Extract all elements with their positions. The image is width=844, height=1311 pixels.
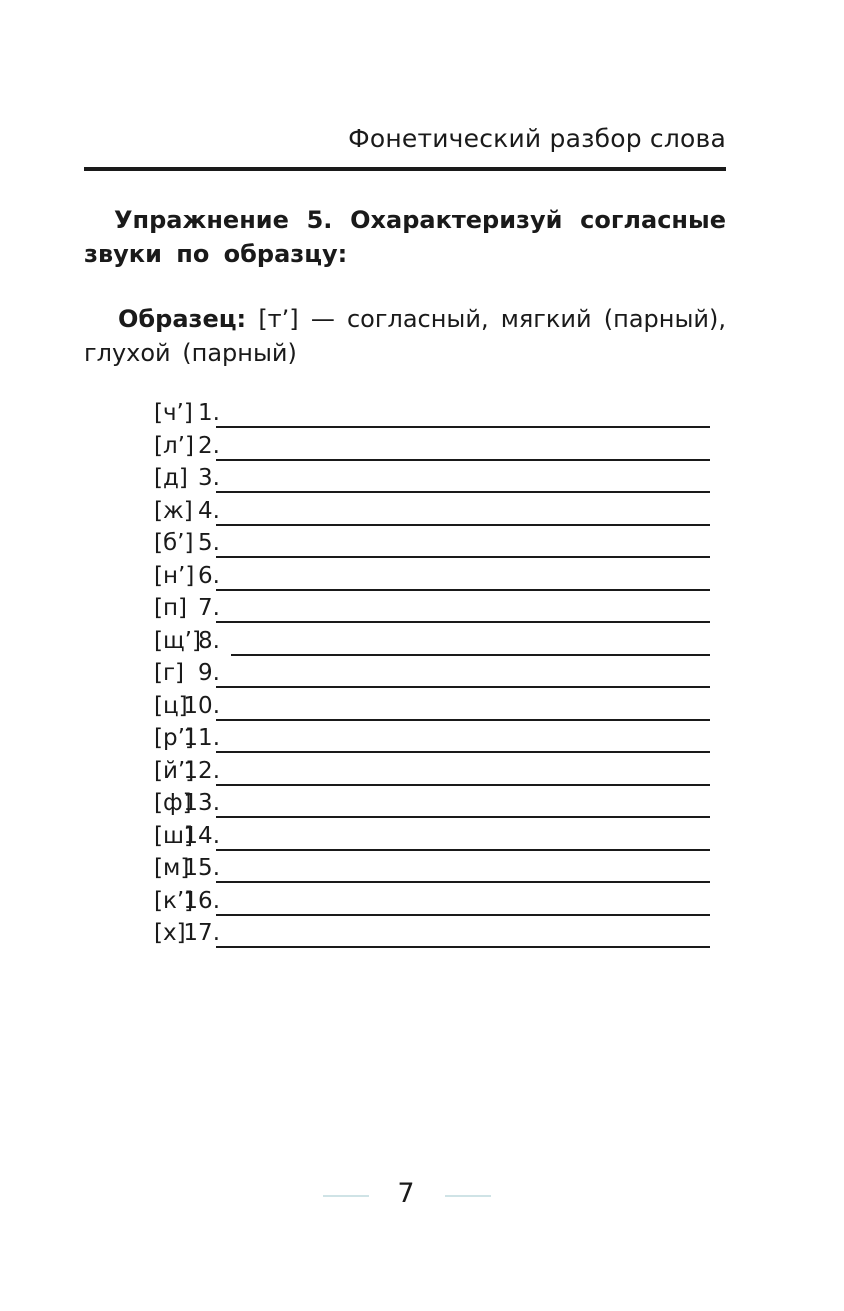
answer-list xyxy=(84,400,726,953)
answer-line[interactable] xyxy=(216,816,710,818)
exercise-heading: Упражнение 5. Охарактеризуй согласные звуки по образцу: xyxy=(84,206,726,268)
item-number: 17. xyxy=(183,920,220,946)
item-number: 4. xyxy=(198,497,220,524)
list-item xyxy=(84,530,726,563)
item-sound: [п] xyxy=(154,595,187,621)
answer-line[interactable] xyxy=(216,459,710,461)
answer-line[interactable] xyxy=(216,784,710,786)
answer-line[interactable] xyxy=(216,914,710,916)
item-sound: [б’] xyxy=(154,530,194,556)
list-item xyxy=(84,855,726,888)
item-number: 15. xyxy=(183,855,220,881)
item-number: 13. xyxy=(183,790,220,816)
page-footer xyxy=(0,1176,844,1216)
answer-line[interactable] xyxy=(216,556,710,558)
item-sound: [ц] xyxy=(154,692,188,719)
item-sound: [н’] xyxy=(154,562,195,589)
item-sound: [ч’] xyxy=(154,400,193,426)
answer-line[interactable] xyxy=(216,491,710,493)
item-sound: [л’] xyxy=(154,432,194,459)
list-item xyxy=(84,563,726,596)
item-sound: [ф] xyxy=(154,790,192,816)
list-item xyxy=(84,920,726,953)
sample-paragraph xyxy=(84,302,726,370)
item-number: 7. xyxy=(198,595,220,621)
item-number: 2. xyxy=(198,432,220,459)
item-number: 8. xyxy=(198,627,220,654)
answer-line[interactable] xyxy=(216,946,710,948)
header-title: Фонетический разбор слова xyxy=(348,124,726,153)
item-number: 10. xyxy=(183,692,220,719)
list-item xyxy=(84,823,726,856)
list-item xyxy=(84,790,726,823)
answer-line[interactable] xyxy=(216,686,710,688)
sample-text: [т’] — согласный, мягкий (парный), глухой (парный) xyxy=(84,305,726,367)
item-sound: [й’] xyxy=(154,757,195,784)
answer-line[interactable] xyxy=(216,426,710,428)
header-divider xyxy=(84,167,726,171)
item-number: 6. xyxy=(198,562,220,589)
item-number: 12. xyxy=(183,757,220,784)
answer-line[interactable] xyxy=(231,654,710,656)
answer-line[interactable] xyxy=(216,589,710,591)
item-sound: [ш] xyxy=(154,822,193,849)
list-item xyxy=(84,433,726,466)
answer-line[interactable] xyxy=(216,881,710,883)
list-item xyxy=(84,498,726,531)
item-sound: [щ’] xyxy=(154,627,201,654)
item-sound: [х] xyxy=(154,920,186,946)
item-sound: [д] xyxy=(154,465,188,491)
item-sound: [к’] xyxy=(154,887,194,914)
item-sound: [м] xyxy=(154,855,190,881)
answer-line[interactable] xyxy=(216,751,710,753)
answer-line[interactable] xyxy=(216,849,710,851)
answer-line[interactable] xyxy=(216,621,710,623)
list-item xyxy=(84,628,726,661)
answer-line[interactable] xyxy=(216,719,710,721)
item-number: 14. xyxy=(183,822,220,849)
list-item xyxy=(84,725,726,758)
list-item xyxy=(84,888,726,921)
item-number: 9. xyxy=(198,660,220,686)
list-item xyxy=(84,595,726,628)
answer-line[interactable] xyxy=(216,524,710,526)
item-number: 3. xyxy=(198,465,220,491)
list-item xyxy=(84,465,726,498)
item-number: 1. xyxy=(198,400,220,426)
list-item xyxy=(84,693,726,726)
item-number: 11. xyxy=(183,725,220,751)
footer-decoration-left xyxy=(323,1195,369,1197)
footer-decoration-right xyxy=(445,1195,491,1197)
item-sound: [ж] xyxy=(154,497,193,524)
list-item xyxy=(84,758,726,791)
page-number: 7 xyxy=(397,1178,415,1209)
item-number: 16. xyxy=(183,887,220,914)
sample-label: Образец: xyxy=(118,305,247,333)
item-sound: [р’] xyxy=(154,725,194,751)
list-item xyxy=(84,660,726,693)
item-number: 5. xyxy=(198,530,220,556)
list-item xyxy=(84,400,726,433)
item-sound: [г] xyxy=(154,660,185,686)
